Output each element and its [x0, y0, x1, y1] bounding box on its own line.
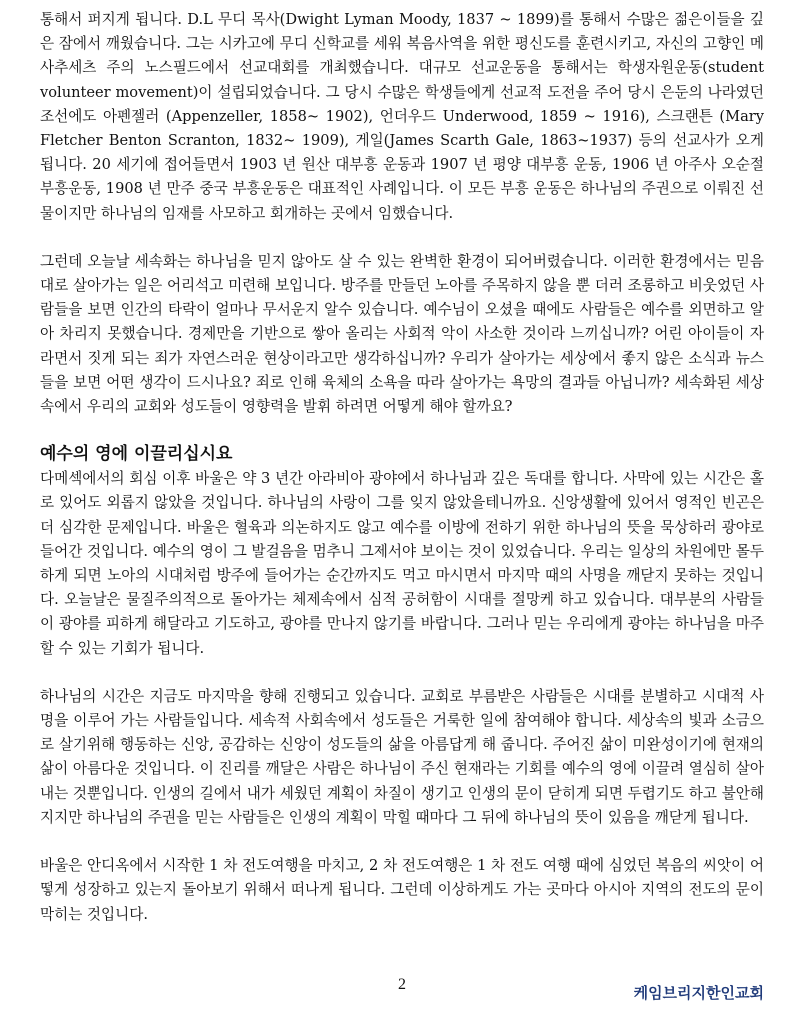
church-name: 케임브리지한인교회 [633, 984, 764, 1002]
paragraph: 그런데 오늘날 세속화는 하나님을 믿지 않아도 살 수 있는 완벽한 환경이 되어버렸습니다. 이러한 환경에서는 믿음대로 살아가는 일은 어리석고 미련해 보입니다. 방주를 만들던 노아를 주목하지 않을 뿐 더러 조롱하고 비웃었던 사람들을 보면 인간의 타락이 얼마나 무서운지 알수 있습니다. 예수님이 오셨을 때에도 사람들은 예수를 외면하고 알아 차리지 못했습니다. 경제만을 기반으로 쌓아 올리는 사회적 악이 사소한 것이라 느끼십니까? 어린 아이들이 자라면서 짓게 되는 죄가 자연스러운 현상이라고만 생각하십니까? 우리가 살아가는 세상에서 좋지 않은 소식과 뉴스들을 보면 어떤 생각이 드시나요? 죄로 인해 육체의 소욕을 따라 살아가는 욕망의 결과들 아닙니까? 세속화된 세상속에서 우리의 교회와 성도들이 영향력을 발휘 하려면 어떻게 해야 할까요? [40, 252, 764, 416]
page-number: 2 [398, 976, 406, 993]
section-heading: 예수의 영에 이끌리십시요 [40, 444, 233, 465]
paragraph: 바울은 안디옥에서 시작한 1 차 전도여행을 마치고, 2 차 전도여행은 1 차 전도 여행 때에 심었던 복음의 씨앗이 어떻게 성장하고 있는지 돌아보기 위해서 떠나게 됩니다. 그런데 이상하게도 가는 곳마다 아시아 지역의 전도의 문이 막히는 것입니다. [40, 857, 764, 923]
paragraph: 다메섹에서의 회심 이후 바울은 약 3 년간 아라비아 광야에서 하나님과 깊은 독대를 합니다. 사막에 있는 시간은 홀로 있어도 외롭지 않았을 것입니다. 하나님의 사랑이 그를 잊지 않았을테니까요. 신앙생활에 있어서 영적인 빈곤은 더 심각한 문제입니다. 바울은 혈육과 의논하지도 않고 예수를 이방에 전하기 위한 하나님의 뜻을 묵상하러 광야로 들어간 것입니다. 예수의 영이 그 발걸음을 멈추니 그제서야 보이는 것이 있었습니다. 우리는 일상의 차원에만 몰두하게 되면 노아의 시대처럼 방주에 들어가는 순간까지도 먹고 마시면서 마지막 때의 사명을 깨닫지 못하는 것입니다. 오늘날은 물질주의적으로 돌아가는 체제속에서 심적 공허함이 시대를 절망케 하고 있습니다. 대부분의 사람들이 광야를 피하게 해달라고 기도하고, 광야를 만나지 않기를 바랍니다. 그러나 믿는 우리에게 광야는 하나님을 마주 할 수 있는 기회가 됩니다. [40, 470, 764, 657]
paragraph: 통해서 퍼지게 됩니다. D.L 무디 목사(Dwight Lyman Moody, 1837 ~ 1899)를 통해서 수많은 젊은이들을 깊은 잠에서 깨웠습니다. 그는 시카고에 무디 신학교를 세워 복음사역을 위한 평신도를 훈련시키고, 자신의 고향인 메사추세츠 주의 노스필드에서 선교대회를 개최했습니다. 대규모 선교운동을 통해서는 학생자원운동(student volunteer movement)이 설립되었습니다. 그 당시 수많은 학생들에게 선교적 도전을 주어 당시 은둔의 나라였던 조선에도 아펜젤러 (Appenzeller, 1858~ 1902), 언더우드 Underwood, 1859 ~ 1916), 스크랜튼 (Mary Fletcher Benton Scranton, 1832~ 1909), 게일(James Scarth Gale, 1863~1937) 등의 선교사가 오게 됩니다. 20 세기에 접어들면서 1903 년 원산 대부흥 운동과 1907 년 평양 대부흥 운동, 1906 년 아주사 오순절 부흥운동, 1908 년 만주 중국 부흥운동은 대표적인 사례입니다. 이 모든 부흥 운동은 하나님의 주권으로 이뤄진 선물이지만 하나님의 임재를 사모하고 회개하는 곳에서 임했습니다. [40, 11, 764, 222]
document-body [40, 8, 764, 951]
paragraph: 하나님의 시간은 지금도 마지막을 향해 진행되고 있습니다. 교회로 부름받은 사람들은 시대를 분별하고 시대적 사명을 이루어 가는 사람들입니다. 세속적 사회속에서 성도들은 거룩한 일에 참여해야 합니다. 세상속의 빛과 소금으로 살기위해 행동하는 신앙, 공감하는 신앙이 성도들의 삶을 아름답게 해 줍니다. 주어진 삶이 미완성이기에 현재의 삶이 아름다운 것입니다. 이 진리를 깨달은 사람은 하나님이 주신 현재라는 기회를 예수의 영에 이끌려 열심히 살아내는 것뿐입니다. 인생의 길에서 내가 세웠던 계획이 차질이 생기고 인생의 문이 닫히게 되면 두렵기도 하고 불안해 지지만 하나님의 주권을 믿는 사람들은 인생의 계획이 막힐 때마다 그 뒤에 하나님의 뜻이 있음을 깨닫게 됩니다. [40, 687, 764, 826]
